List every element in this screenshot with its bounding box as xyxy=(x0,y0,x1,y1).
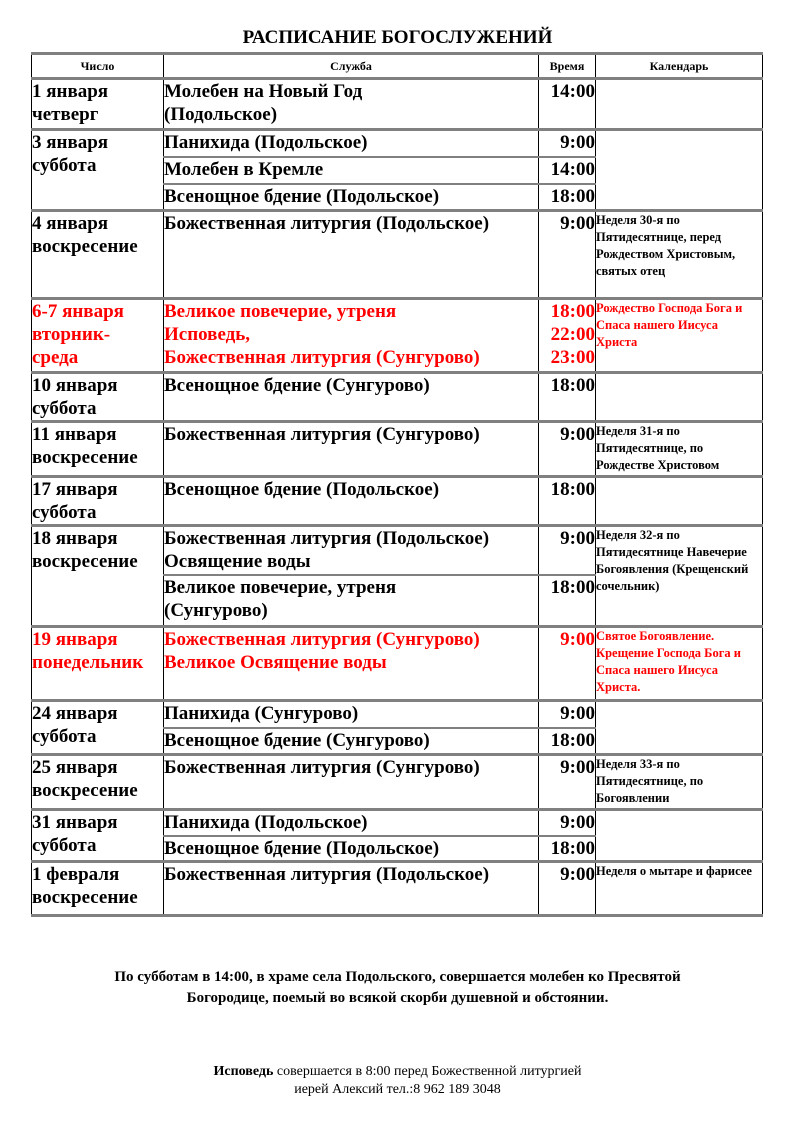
time-value: 9:00 xyxy=(560,424,595,445)
table-header-row xyxy=(32,54,763,79)
note-line: По субботам в 14:00, в храме села Подольского, совершается молебен ко Пресвятой xyxy=(114,969,681,985)
service-line: (Сунгурово) xyxy=(164,599,268,621)
date-line: 31 января xyxy=(32,812,118,833)
contact-line: иерей Алексий тел.:8 962 189 3048 xyxy=(294,1082,501,1097)
schedule-body xyxy=(32,79,763,916)
table-row xyxy=(32,526,763,575)
date-line: 24 января xyxy=(32,703,118,724)
date-cell xyxy=(32,79,164,130)
service-line: Всенощное бдение (Подольское) xyxy=(164,479,440,500)
calendar-cell: Неделя 31-я по Пятидесятнице, по Рождестве Христовом xyxy=(596,422,763,477)
date-cell xyxy=(32,211,164,299)
table-row xyxy=(32,810,763,836)
service-line: Божественная литургия (Сунгурово) xyxy=(164,629,480,650)
time-value: 9:00 xyxy=(560,213,595,234)
date-cell xyxy=(32,810,164,862)
calendar-cell: Святое Богоявление. Крещение Господа Бога и Спаса нашего Иисуса Христа. xyxy=(596,627,763,701)
time-cell xyxy=(539,575,596,627)
service-line: Освящение воды xyxy=(164,551,311,572)
service-line: (Подольское) xyxy=(164,104,278,125)
service-line: Божественная литургия (Сунгурово) xyxy=(164,347,480,368)
calendar-cell xyxy=(596,79,763,130)
time-cell xyxy=(539,627,596,701)
date-line: суббота xyxy=(32,502,97,523)
service-line: Молебен в Кремле xyxy=(164,158,324,180)
service-line: Божественная литургия (Сунгурово) xyxy=(164,757,480,778)
service-cell xyxy=(164,728,539,755)
date-cell xyxy=(32,755,164,810)
service-line: Панихида (Подольское) xyxy=(164,132,368,153)
service-line: Всенощное бдение (Сунгурово) xyxy=(164,375,430,396)
calendar-cell xyxy=(596,810,763,862)
time-value: 9:00 xyxy=(560,132,595,153)
time-cell xyxy=(539,701,596,728)
date-line: 4 января xyxy=(32,213,109,234)
time-value: 14:00 xyxy=(550,158,595,180)
service-line: Панихида (Подольское) xyxy=(164,812,368,833)
time-cell xyxy=(539,526,596,575)
service-cell xyxy=(164,810,539,836)
date-cell xyxy=(32,373,164,422)
date-line: 10 января xyxy=(32,375,118,396)
service-cell xyxy=(164,184,539,211)
note-line: Богородице, поемый во всякой скорби душевной и обстоянии. xyxy=(186,990,609,1006)
header-service: Служба xyxy=(164,54,539,79)
time-value: 18:00 xyxy=(550,185,595,207)
time-cell xyxy=(539,755,596,810)
table-row xyxy=(32,755,763,810)
date-line: воскресение xyxy=(32,447,138,468)
time-value: 18:00 xyxy=(550,837,595,859)
date-line: 3 января xyxy=(32,132,109,153)
date-line: 17 января xyxy=(32,479,118,500)
time-cell xyxy=(539,299,596,373)
confession-line xyxy=(0,1063,795,1081)
date-line: 19 января xyxy=(32,629,118,650)
service-line: Божественная литургия (Подольское) xyxy=(164,528,490,549)
service-cell xyxy=(164,422,539,477)
date-line: понедельник xyxy=(32,652,144,673)
service-cell xyxy=(164,211,539,299)
service-line: Божественная литургия (Подольское) xyxy=(164,864,490,885)
table-row xyxy=(32,130,763,157)
time-value: 18:00 xyxy=(550,301,595,322)
service-line: Всенощное бдение (Подольское) xyxy=(164,837,440,859)
service-line: Панихида (Сунгурово) xyxy=(164,703,359,724)
calendar-cell: Неделя 30-я по Пятидесятнице, перед Рождеством Христовым, святых отец xyxy=(596,211,763,299)
date-cell xyxy=(32,627,164,701)
service-cell xyxy=(164,79,539,130)
date-line: вторник- xyxy=(32,324,111,345)
service-line: Всенощное бдение (Подольское) xyxy=(164,185,440,207)
service-line: Великое повечерие, утреня xyxy=(164,301,397,322)
service-cell xyxy=(164,373,539,422)
header-calendar: Календарь xyxy=(596,54,763,79)
service-cell xyxy=(164,526,539,575)
service-cell xyxy=(164,701,539,728)
service-cell xyxy=(164,862,539,916)
time-value: 18:00 xyxy=(550,729,595,751)
date-cell xyxy=(32,477,164,526)
confession-text: совершается в 8:00 перед Божественной литургией xyxy=(273,1064,582,1079)
header-date: Число xyxy=(32,54,164,79)
service-cell xyxy=(164,299,539,373)
time-value: 23:00 xyxy=(550,347,595,368)
table-row xyxy=(32,862,763,916)
table-row xyxy=(32,701,763,728)
calendar-cell xyxy=(596,373,763,422)
service-line: Великое повечерие, утреня xyxy=(164,576,397,598)
header-time: Время xyxy=(539,54,596,79)
time-value: 9:00 xyxy=(560,757,595,778)
service-line: Божественная литургия (Сунгурово) xyxy=(164,424,480,445)
time-value: 18:00 xyxy=(550,576,595,598)
footer xyxy=(0,1063,795,1099)
time-cell xyxy=(539,184,596,211)
time-cell xyxy=(539,157,596,184)
saturday-note xyxy=(0,967,795,1009)
time-cell xyxy=(539,477,596,526)
calendar-cell xyxy=(596,130,763,211)
time-value: 18:00 xyxy=(550,375,595,396)
date-cell xyxy=(32,422,164,477)
date-line: 11 января xyxy=(32,424,117,445)
service-cell xyxy=(164,477,539,526)
date-cell xyxy=(32,862,164,916)
table-row xyxy=(32,422,763,477)
time-cell xyxy=(539,422,596,477)
service-cell xyxy=(164,157,539,184)
date-cell xyxy=(32,299,164,373)
time-cell xyxy=(539,211,596,299)
calendar-cell: Рождество Господа Бога и Спаса нашего Иисуса Христа xyxy=(596,299,763,373)
time-value: 9:00 xyxy=(560,864,595,885)
date-line: среда xyxy=(32,347,79,368)
calendar-cell: Неделя 32-я по Пятидесятнице Навечерие Богоявления (Крещенский сочельник) xyxy=(596,526,763,627)
calendar-cell xyxy=(596,477,763,526)
time-cell xyxy=(539,373,596,422)
time-value: 22:00 xyxy=(550,324,595,345)
time-cell xyxy=(539,728,596,755)
service-line: Исповедь, xyxy=(164,324,251,345)
calendar-cell: Неделя 33-я по Пятидесятнице, по Богоявлении xyxy=(596,755,763,810)
service-cell xyxy=(164,130,539,157)
service-line: Молебен на Новый Год xyxy=(164,81,363,102)
table-row xyxy=(32,627,763,701)
time-value: 9:00 xyxy=(560,629,595,650)
time-cell xyxy=(539,810,596,836)
time-value: 18:00 xyxy=(550,479,595,500)
date-line: 6-7 января xyxy=(32,301,124,322)
table-row xyxy=(32,211,763,299)
time-cell xyxy=(539,130,596,157)
date-line: 1 февраля xyxy=(32,864,120,885)
service-line: Божественная литургия (Подольское) xyxy=(164,213,490,234)
time-value: 9:00 xyxy=(560,528,595,549)
time-value: 9:00 xyxy=(560,812,595,833)
service-cell xyxy=(164,836,539,862)
date-line: 1 января xyxy=(32,81,109,102)
service-line: Всенощное бдение (Сунгурово) xyxy=(164,729,430,751)
time-cell xyxy=(539,862,596,916)
date-line: суббота xyxy=(32,726,97,747)
date-line: суббота xyxy=(32,398,97,419)
date-cell xyxy=(32,701,164,755)
calendar-cell: Неделя о мытаре и фарисее xyxy=(596,862,763,916)
date-line: воскресение xyxy=(32,551,138,572)
table-row xyxy=(32,79,763,130)
time-cell xyxy=(539,79,596,130)
date-line: воскресение xyxy=(32,887,138,908)
calendar-cell xyxy=(596,701,763,755)
confession-label: Исповедь xyxy=(213,1064,274,1079)
table-row xyxy=(32,477,763,526)
date-cell xyxy=(32,526,164,627)
date-line: суббота xyxy=(32,835,97,856)
time-value: 9:00 xyxy=(560,703,595,724)
date-line: воскресение xyxy=(32,780,138,801)
table-row xyxy=(32,373,763,422)
service-cell xyxy=(164,575,539,627)
service-line: Великое Освящение воды xyxy=(164,652,387,673)
date-line: 18 января xyxy=(32,528,118,549)
date-line: 25 января xyxy=(32,757,118,778)
service-cell xyxy=(164,755,539,810)
page-title: РАСПИСАНИЕ БОГОСЛУЖЕНИЙ xyxy=(242,27,553,48)
service-cell xyxy=(164,627,539,701)
schedule-table xyxy=(31,52,763,917)
date-line: воскресение xyxy=(32,236,138,257)
time-cell xyxy=(539,836,596,862)
date-cell xyxy=(32,130,164,211)
date-line: четверг xyxy=(32,104,99,125)
table-row xyxy=(32,299,763,373)
date-line: суббота xyxy=(32,155,97,176)
time-value: 14:00 xyxy=(550,81,595,102)
